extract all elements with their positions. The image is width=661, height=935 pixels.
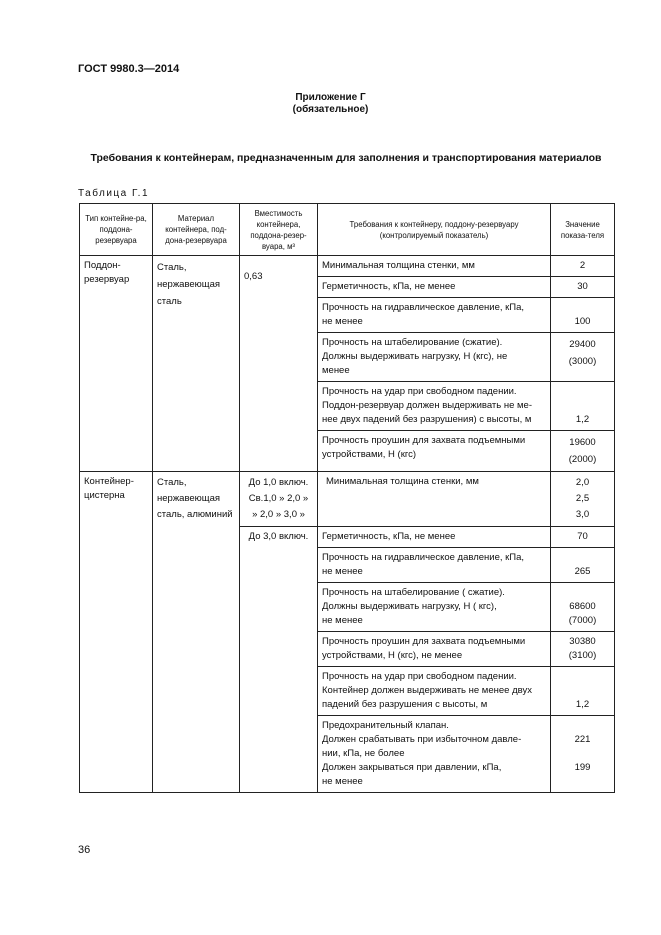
cell-line: Должен закрываться при давлении, кПа, (322, 762, 502, 773)
cell-requirement (318, 548, 551, 583)
cell-material: Сталь, нержавеющая сталь, алюминий (153, 472, 240, 793)
cell-line: 29400 (569, 339, 596, 350)
cell-value (551, 632, 615, 667)
cell-line: 2,0 (575, 477, 590, 488)
cell-line: не менее (322, 776, 363, 787)
cell-line: Герметичность, кПа, не менее (322, 281, 456, 292)
cell-line: Герметичность, кПа, не менее (322, 531, 456, 542)
cell-line: 30380 (569, 636, 596, 647)
cell-line: Контейнер должен выдерживать не менее двух (322, 685, 532, 696)
cell-value (551, 431, 615, 472)
header-material: Материал контейнера, под-дона-резервуара (153, 204, 240, 256)
cell-value (551, 716, 615, 793)
cell-capacity: 0,63 (240, 256, 318, 472)
cell-value (551, 548, 615, 583)
cell-line: » 2,0 » 3,0 » (252, 509, 305, 520)
cell-line: менее (322, 365, 350, 376)
cell-line: Поддон-резервуар должен выдерживать не ме- (322, 400, 532, 411)
cell-line: (3000) (568, 356, 597, 367)
cell-line: Прочность на штабелирование (сжатие). (322, 337, 503, 348)
cell-line: 221 (574, 734, 591, 745)
cell-line: 19600 (569, 437, 596, 448)
cell-requirement (318, 298, 551, 333)
cell-line: не менее (322, 566, 363, 577)
cell-line: 68600 (569, 601, 596, 612)
cell-line: 2,5 (575, 493, 590, 504)
cell-line: Предохранительный клапан. (322, 720, 449, 731)
cell-requirement (318, 583, 551, 632)
cell-line: До 1,0 включ. (248, 477, 309, 488)
table-header-row (80, 204, 615, 256)
cell-capacity (240, 472, 318, 527)
cell-value (551, 298, 615, 333)
cell-line: 199 (574, 762, 591, 773)
cell-value (551, 583, 615, 632)
cell-line: 30 (577, 281, 588, 292)
cell-value (551, 256, 615, 277)
cell-line: (7000) (568, 615, 597, 626)
cell-requirement (318, 382, 551, 431)
cell-line: 2 (579, 260, 586, 271)
cell-line: Прочность на гидравлическое давление, кПа, (322, 552, 525, 563)
cell-line: Прочность на удар при свободном падении. (322, 386, 517, 397)
cell-value (551, 472, 615, 527)
cell-line: падений без разрушения с высоты, м (322, 699, 488, 710)
table-caption: Таблица Г.1 (78, 188, 150, 199)
cell-line: Должен срабатывать при избыточном давле- (322, 734, 522, 745)
cell-line: Прочность на удар при свободном падении. (322, 671, 517, 682)
cell-line: нее двух падений без разрушения) с высоты, м (322, 414, 532, 425)
cell-line: не менее (322, 615, 363, 626)
cell-material: Сталь, нержавеющая сталь (153, 256, 240, 472)
cell-type: Поддон-резервуар (80, 256, 153, 472)
page-number: 36 (78, 844, 91, 856)
cell-line: Минимальная толщина стенки, мм (322, 260, 475, 271)
cell-line: (3100) (568, 650, 597, 661)
header-capacity: Вместимость контейнера, поддона-резер-вуара, м³ (240, 204, 318, 256)
cell-line: 3,0 (575, 509, 590, 520)
cell-requirement (318, 632, 551, 667)
cell-line: Прочность на штабелирование ( сжатие). (322, 587, 505, 598)
cell-line: 265 (574, 566, 591, 577)
cell-requirement (318, 431, 551, 472)
header-value: Значение показа-теля (551, 204, 615, 256)
cell-line: нии, кПа, не более (322, 748, 405, 759)
table-row (80, 472, 615, 527)
header-type: Тип контейне-ра, поддона-резервуара (80, 204, 153, 256)
document-id: ГОСТ 9980.3—2014 (78, 63, 180, 75)
cell-requirement (318, 527, 551, 548)
cell-value (551, 333, 615, 382)
cell-line: Должны выдерживать нагрузку, Н (кгс), не (322, 351, 508, 362)
cell-line: (2000) (568, 454, 597, 465)
cell-line: Минимальная толщина стенки, мм (326, 476, 479, 487)
header-requirements: Требования к контейнеру, поддону-резервуару (контролируемый показатель) (318, 204, 551, 256)
cell-line: Прочность проушин для захвата подъемными (322, 636, 526, 647)
cell-requirement (318, 667, 551, 716)
requirements-table (79, 203, 615, 793)
table-row (80, 256, 615, 277)
cell-value (551, 277, 615, 298)
cell-value (551, 667, 615, 716)
cell-requirement (318, 333, 551, 382)
appendix-title: Приложение Г (295, 92, 366, 103)
cell-capacity: До 3,0 включ. (240, 527, 318, 793)
cell-line: 100 (574, 316, 591, 327)
cell-value (551, 527, 615, 548)
cell-value (551, 382, 615, 431)
section-title: Требования к контейнерам, предназначенным для заполнения и транспортирования материалов (90, 152, 602, 164)
cell-line: Прочность проушин для захвата подъемными (322, 435, 526, 446)
cell-requirement (318, 256, 551, 277)
cell-type: Контейнер-цистерна (80, 472, 153, 793)
cell-requirement (318, 716, 551, 793)
cell-requirement (318, 277, 551, 298)
appendix-note: (обязательное) (292, 104, 369, 115)
cell-requirement (318, 472, 551, 527)
cell-line: не менее (322, 316, 363, 327)
cell-line: Должны выдерживать нагрузку, Н ( кгс), (322, 601, 497, 612)
cell-line: устройствами, Н (кгс), не менее (322, 650, 463, 661)
cell-line: Св.1,0 » 2,0 » (248, 493, 309, 504)
cell-line: 1,2 (575, 699, 590, 710)
cell-line: Прочность на гидравлическое давление, кПа, (322, 302, 525, 313)
cell-line: устройствами, Н (кгс) (322, 449, 417, 460)
cell-line: 1,2 (575, 414, 590, 425)
cell-line: 70 (577, 531, 588, 542)
